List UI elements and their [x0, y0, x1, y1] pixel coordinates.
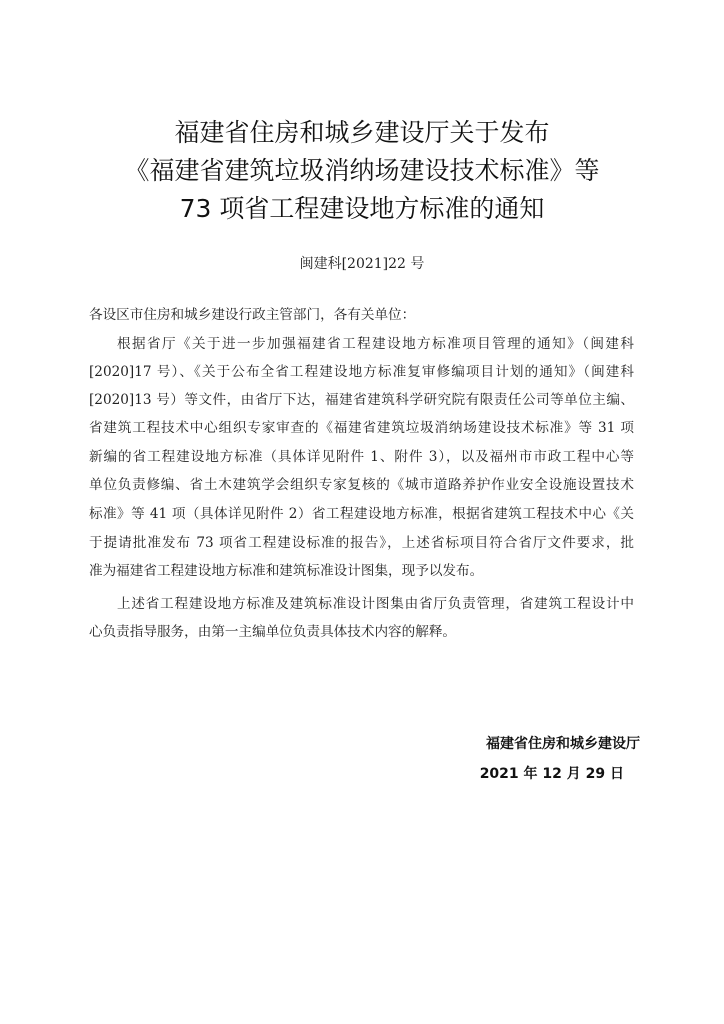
- paragraph-1-line: 新编的省工程建设地方标准（具体详见附件 1、附件 3），以及福州市市政工程中心等: [89, 449, 634, 465]
- title-line-2: 《福建省建筑垃圾消纳场建设技术标准》等: [124, 156, 600, 185]
- document-number: 闽建科[2021]22 号: [299, 256, 425, 272]
- paragraph-1-line: 省建筑工程技术中心组织专家审查的《福建省建筑垃圾消纳场建设技术标准》等 31 项: [89, 420, 634, 436]
- signature-date: 2021 年 12 月 29 日: [479, 766, 624, 782]
- title-line-1: 福建省住房和城乡建设厅关于发布: [174, 118, 550, 147]
- paragraph-2-line: 心负责指导服务，由第一主编单位负责具体技术内容的解释。: [89, 624, 457, 640]
- paragraph-1-line: 于提请批准发布 73 项省工程建设标准的报告》，上述省标项目符合省厅文件要求，批: [89, 535, 634, 551]
- addressee: 各设区市住房和城乡建设行政主管部门，各有关单位：: [89, 307, 416, 323]
- paragraph-2-line: 上述省工程建设地方标准及建筑标准设计图集由省厅负责管理，省建筑工程设计中: [117, 596, 634, 612]
- title-line-3: 73 项省工程建设地方标准的通知: [179, 194, 545, 223]
- paragraph-1-line: 准为福建省工程建设地方标准和建筑标准设计图集，现予以发布。: [89, 563, 484, 579]
- paragraph-1-line: [2020]17 号）、《关于公布全省工程建设地方标准复审修编项目计划的通知》（闽建科: [89, 364, 634, 380]
- paragraph-1-line: 根据省厅《关于进一步加强福建省工程建设地方标准项目管理的通知》（闽建科: [117, 336, 634, 352]
- paragraph-1-line: 单位负责修编、省土木建筑学会组织专家复核的《城市道路养护作业安全设施设置技术: [89, 477, 634, 493]
- paragraph-1-line: 标准》等 41 项（具体详见附件 2）省工程建设地方标准，根据省建筑工程技术中心《关: [89, 506, 634, 522]
- paragraph-1-line: [2020]13 号）等文件，由省厅下达，福建省建筑科学研究院有限责任公司等单位主编、: [89, 392, 634, 408]
- signature-organization: 福建省住房和城乡建设厅: [486, 736, 640, 752]
